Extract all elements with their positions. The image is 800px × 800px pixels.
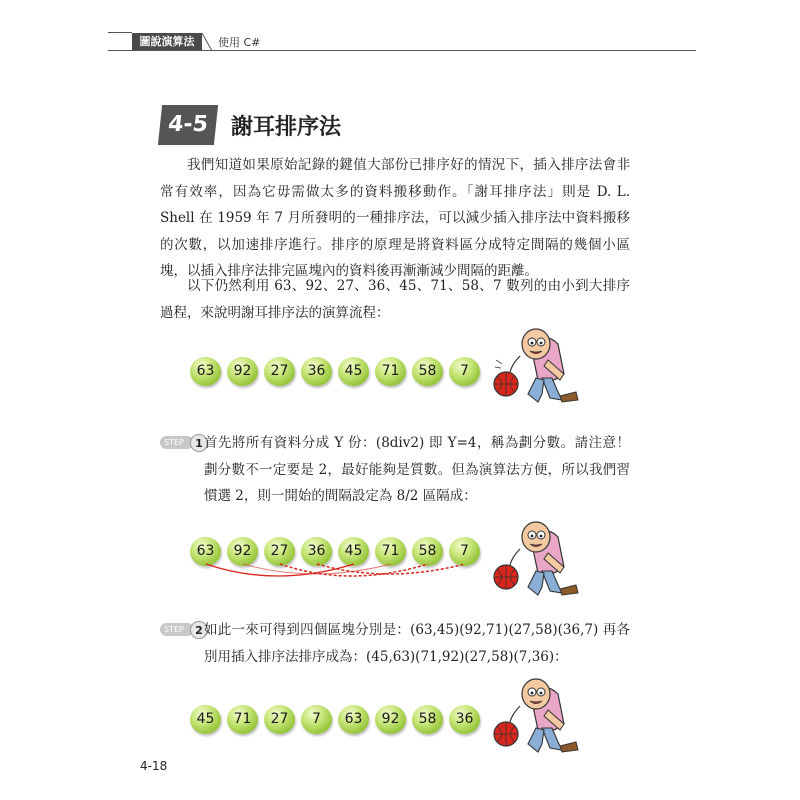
number-ball: 36 (301, 357, 332, 386)
number-ball: 36 (301, 537, 332, 566)
header-slash (200, 33, 214, 51)
number-ball: 92 (227, 357, 258, 386)
page-number: 4-18 (140, 759, 168, 773)
number-ball: 63 (190, 357, 221, 386)
number-ball: 71 (227, 705, 258, 734)
number-ball: 27 (264, 537, 295, 566)
number-ball: 7 (301, 705, 332, 734)
arc-63-45 (206, 564, 354, 576)
number-ball: 92 (227, 537, 258, 566)
number-ball: 63 (338, 705, 369, 734)
step-badge (160, 434, 210, 451)
step-text: 如此一來可得到四個區塊分別是：(63,45)(92,71)(27,58)(36,7) 再各別用插入排序法排序成為：(45,63)(71,92)(27,58)(7,36)： (204, 622, 630, 665)
running-header (0, 0, 800, 60)
step-label: STEP (160, 436, 194, 449)
number-ball: 58 (412, 357, 443, 386)
header-rule-top (108, 32, 132, 33)
step-label: STEP (160, 623, 194, 636)
intro-paragraph: 我們知道如果原始記錄的鍵值大部份已排序好的情況下，插入排序法會非常有效率，因為它毋需做太多的資料搬移動作。「謝耳排序法」則是 D. L. Shell 在 1959 年 7 月所發明的一種排序法，可以減少插入排序法中資料搬移的次數，以加速排序進行。排序的原理是將資料區分成特定間隔的幾個小區塊，以插入排序法排完區塊內的資料後再漸漸減少間隔的距離。 (160, 157, 630, 279)
book-subtitle: 使用 C# (218, 36, 261, 49)
step-text: 首先將所有資料分成 Y 份：(8div2) 即 Y=4，稱為劃分數。請注意！劃分數不一定要是 2，最好能夠是質數。但為演算法方便，所以我們習慣選 2，則一開始的間隔設定為 8/2 區隔成： (204, 435, 630, 504)
basketball-cartoon-illustration (492, 515, 582, 600)
number-ball: 36 (449, 705, 480, 734)
header-rule (108, 50, 696, 51)
number-ball: 7 (449, 537, 480, 566)
step-number: 1 (190, 434, 208, 452)
number-ball: 71 (375, 357, 406, 386)
number-ball: 58 (412, 537, 443, 566)
number-ball: 63 (190, 537, 221, 566)
example-paragraph: 以下仍然利用 63、92、27、36、45、71、58、7 數列的由小到大排序過程，來說明謝耳排序法的演算流程： (160, 278, 630, 321)
number-ball: 71 (375, 537, 406, 566)
interval-arcs (190, 560, 470, 590)
number-ball: 7 (449, 357, 480, 386)
step-badge (160, 621, 210, 638)
basketball-cartoon-illustration (492, 322, 582, 407)
basketball-cartoon-illustration (492, 672, 582, 757)
section-number-badge: 4-5 (158, 105, 218, 145)
section-title: 謝耳排序法 (231, 115, 342, 140)
number-ball: 45 (338, 537, 369, 566)
number-ball: 92 (375, 705, 406, 734)
number-ball: 27 (264, 357, 295, 386)
book-title-tab: 圖說演算法 (132, 33, 202, 50)
step-number: 2 (190, 621, 208, 639)
number-ball: 58 (412, 705, 443, 734)
number-ball: 45 (190, 705, 221, 734)
number-ball: 27 (264, 705, 295, 734)
number-ball: 45 (338, 357, 369, 386)
